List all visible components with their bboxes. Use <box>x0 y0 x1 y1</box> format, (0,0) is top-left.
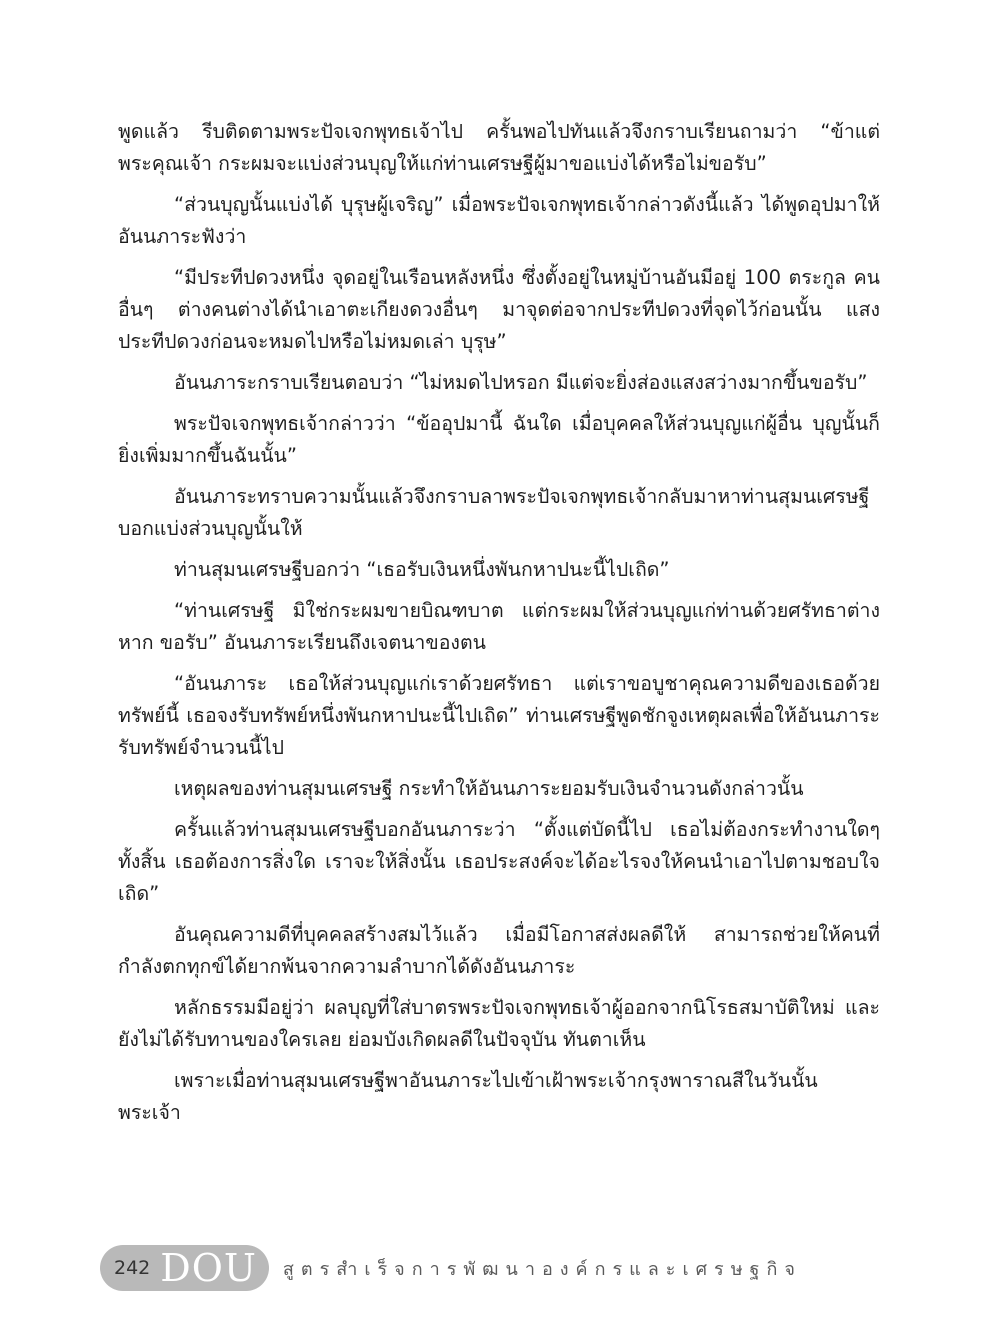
paragraph: “ส่วนบุญนั้นแบ่งได้ บุรุษผู้เจริญ” เมื่อพระปัจเจกพุทธเจ้ากล่าวดังนี้แล้ว ได้พูดอุปมาให้อันนภาระฟังว่า <box>118 193 880 248</box>
paragraph: พูดแล้ว รีบติดตามพระปัจเจกพุทธเจ้าไป ครั้นพอไปทันแล้วจึงกราบเรียนถามว่า “ข้าแต่พระคุณเจ้า กระผมจะแบ่งส่วนบุญให้แก่ท่านเศรษฐีผู้มาขอแบ่งได้หรือไม่ขอรับ” <box>118 120 880 175</box>
page-number: 242 <box>114 1257 151 1279</box>
paragraph: ท่านสุมนเศรษฐีบอกว่า “เธอรับเงินหนึ่งพันกหาปนะนี้ไปเถิด” <box>174 558 670 581</box>
paragraph: ครั้นแล้วท่านสุมนเศรษฐีบอกอันนภาระว่า “ตั้งแต่บัดนี้ไป เธอไม่ต้องกระทำงานใดๆ ทั้งสิ้น เธอต้องการสิ่งใด เราจะให้สิ่งนั้น เธอประสงค์จะได้อะไรจงให้คนนำเอาไปตามชอบใจเถิด” <box>118 818 880 905</box>
page-footer <box>100 1243 802 1293</box>
footer-badge <box>100 1245 269 1291</box>
paragraph: “ท่านเศรษฐี มิใช่กระผมขายบิณฑบาต แต่กระผมให้ส่วนบุญแก่ท่านด้วยศรัทธาต่างหาก ขอรับ” อันนภาระเรียนถึงเจตนาของตน <box>118 599 880 654</box>
paragraph: อันนภาระทราบความนั้นแล้วจึงกราบลาพระปัจเจกพุทธเจ้ากลับมาหาท่านสุมนเศรษฐี บอกแบ่งส่วนบุญนั้นให้ <box>118 485 870 540</box>
body-text <box>118 116 880 1138</box>
paragraph: อันนภาระกราบเรียนตอบว่า “ไม่หมดไปหรอก มีแต่จะยิ่งส่องแสงสว่างมากขึ้นขอรับ” <box>174 371 868 394</box>
paragraph: พระปัจเจกพุทธเจ้ากล่าวว่า “ข้ออุปมานี้ ฉันใด เมื่อบุคคลให้ส่วนบุญแก่ผู้อื่น บุญนั้นก็ยิ่งเพิ่มมากขึ้นฉันนั้น” <box>118 412 880 467</box>
paragraph: อันคุณความดีที่บุคคลสร้างสมไว้แล้ว เมื่อมีโอกาสส่งผลดีให้ สามารถช่วยให้คนที่กำลังตกทุกข์ได้ยากพ้นจากความลำบากได้ดังอันนภาระ <box>118 923 880 978</box>
paragraph: “อันนภาระ เธอให้ส่วนบุญแก่เราด้วยศรัทธา แต่เราขอบูชาคุณความดีของเธอด้วยทรัพย์นี้ เธอจงรับทรัพย์หนึ่งพันกหาปนะนี้ไปเถิด” ท่านเศรษฐีพูดชักจูงเหตุผลเพื่อให้อันนภาระรับทรัพย์จำนวนนี้ไป <box>118 672 880 759</box>
paragraph: หลักธรรมมีอยู่ว่า ผลบุญที่ใส่บาตรพระปัจเจกพุทธเจ้าผู้ออกจากนิโรธสมาบัติใหม่ และยังไม่ได้รับทานของใครเลย ย่อมบังเกิดผลดีในปัจจุบัน ทันตาเห็น <box>118 996 880 1051</box>
book-title: สูตรสำเร็จการพัฒนาองค์กรและเศรษฐกิจ <box>282 1258 802 1280</box>
paragraph: เหตุผลของท่านสุมนเศรษฐี กระทำให้อันนภาระยอมรับเงินจำนวนดังกล่าวนั้น <box>174 777 804 800</box>
paragraph: “มีประทีปดวงหนึ่ง จุดอยู่ในเรือนหลังหนึ่ง ซึ่งตั้งอยู่ในหมู่บ้านอันมีอยู่ 100 ตระกูล คนอื่นๆ ต่างคนต่างได้นำเอาตะเกียงดวงอื่นๆ มาจุดต่อจากประทีปดวงที่จุดไว้ก่อนนั้น แสงประทีปดวงก่อนจะหมดไปหรือไม่หมดเล่า บุรุษ” <box>118 266 880 353</box>
paragraph: เพราะเมื่อท่านสุมนเศรษฐีพาอันนภาระไปเข้าเฝ้าพระเจ้ากรุงพาราณสีในวันนั้นพระเจ้า <box>118 1069 818 1124</box>
dou-logo: DOU <box>160 1246 257 1290</box>
